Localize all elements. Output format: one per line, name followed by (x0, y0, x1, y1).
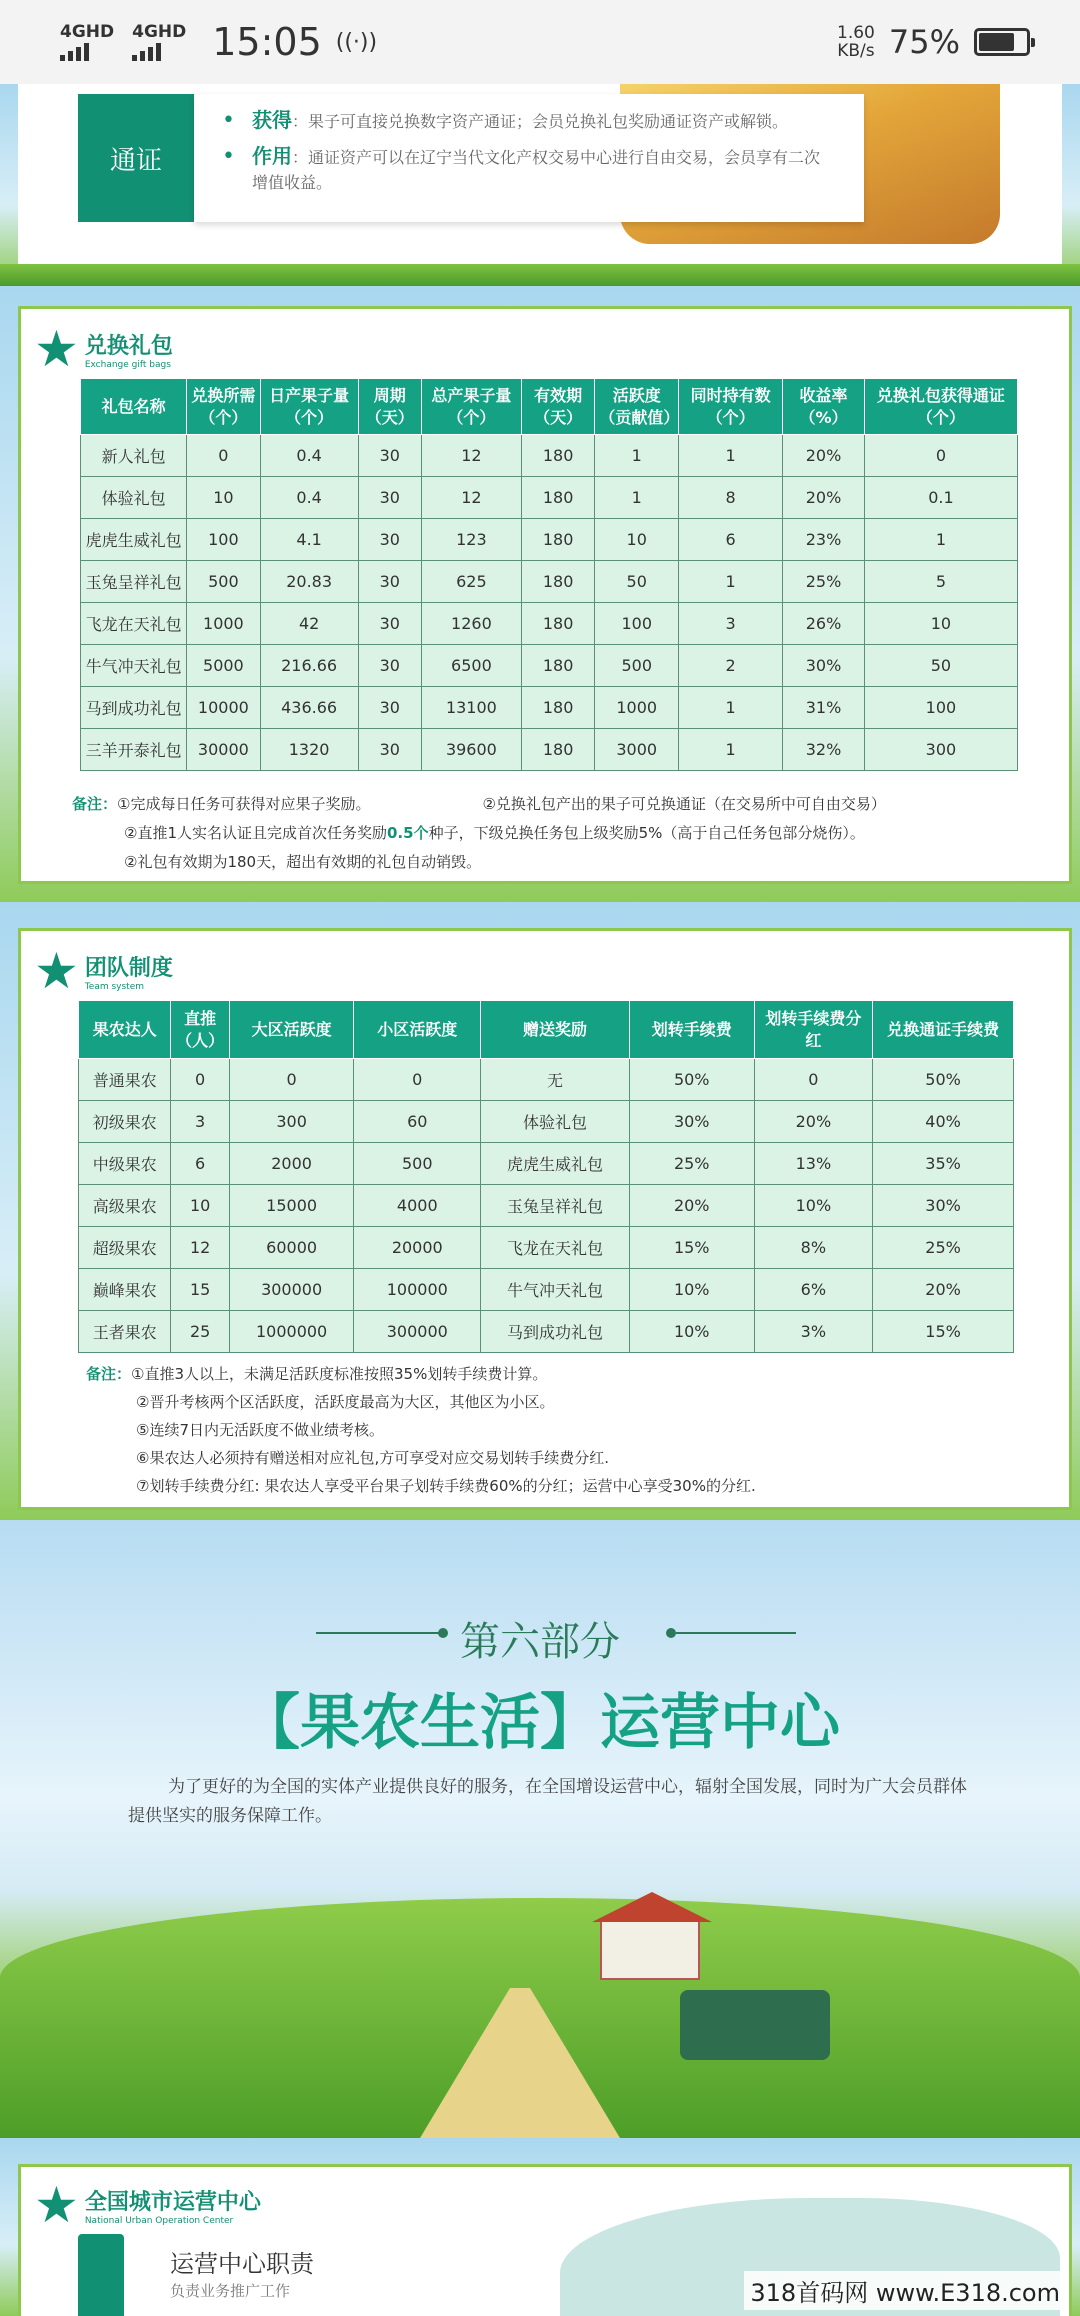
remark-text: ②兑换礼包产出的果子可兑换通证（在交易所中可自由交易） (482, 795, 886, 813)
table-row (79, 1311, 1014, 1353)
table-cell: 30% (873, 1185, 1014, 1227)
table-cell: 30 (358, 477, 421, 519)
table-cell: 中级果农 (79, 1143, 171, 1185)
column-header: 收益率（%） (783, 379, 865, 435)
table-cell: 500 (354, 1143, 481, 1185)
table-cell: 10 (187, 477, 260, 519)
table-row (81, 687, 1018, 729)
table-row (79, 1269, 1014, 1311)
table-cell: 王者果农 (79, 1311, 171, 1353)
battery-fill (979, 33, 1014, 51)
table-cell: 1 (679, 561, 783, 603)
table-cell: 10% (629, 1269, 754, 1311)
table-cell: 10% (754, 1185, 873, 1227)
gift-remarks (72, 790, 1052, 877)
table-cell: 飞龙在天礼包 (81, 603, 187, 645)
table-cell: 12 (421, 477, 521, 519)
table-row (79, 1227, 1014, 1269)
column-header: 兑换礼包获得通证（个） (864, 379, 1017, 435)
column-header: 赠送奖励 (481, 1001, 630, 1059)
remark-line-3: ②礼包有效期为180天，超出有效期的礼包自动销毁。 (124, 853, 482, 871)
table-cell: 30 (358, 645, 421, 687)
grass-strip (0, 264, 1080, 286)
table-cell: 25 (171, 1311, 229, 1353)
table-cell: 1 (864, 519, 1017, 561)
table-cell: 1 (595, 477, 679, 519)
table-cell: 180 (521, 729, 594, 771)
table-cell: 30 (358, 435, 421, 477)
table-cell: 10% (629, 1311, 754, 1353)
nfc-icon: ((·)) (335, 29, 378, 55)
table-cell: 0 (754, 1059, 873, 1101)
table-row (79, 1143, 1014, 1185)
column-header: 同时持有数（个） (679, 379, 783, 435)
remark-line-2 (72, 819, 1052, 848)
table-cell: 6% (754, 1269, 873, 1311)
table-cell: 42 (260, 603, 358, 645)
table-cell: 436.66 (260, 687, 358, 729)
remark-label: 备注： (86, 1365, 132, 1383)
table-cell: 0.1 (864, 477, 1017, 519)
table-cell: 马到成功礼包 (81, 687, 187, 729)
table-cell: 100 (864, 687, 1017, 729)
table-cell: 1000000 (229, 1311, 354, 1353)
table-cell: 牛气冲天礼包 (81, 645, 187, 687)
table-cell: 30 (358, 519, 421, 561)
table-cell: 31% (783, 687, 865, 729)
table-cell: 玉兔呈祥礼包 (81, 561, 187, 603)
slide-gift-packs (0, 286, 1080, 902)
table-cell: 3% (754, 1311, 873, 1353)
table-cell: 1 (679, 729, 783, 771)
network-type-1: 4GHD (60, 22, 115, 42)
table-cell: 50% (629, 1059, 754, 1101)
table-cell: 2000 (229, 1143, 354, 1185)
status-bar (0, 0, 1080, 84)
gift-table (80, 378, 1018, 771)
duty-marker (78, 2234, 124, 2316)
harvester-image (680, 1990, 830, 2060)
column-header: 周期（天） (358, 379, 421, 435)
section-subtitle: Exchange gift bags (84, 359, 171, 370)
remark-text: ②直推1人实名认证且完成首次任务奖励 (124, 824, 387, 842)
table-cell: 300 (229, 1101, 354, 1143)
signal-bars-icon (132, 41, 161, 61)
table-cell: 60 (354, 1101, 481, 1143)
table-cell: 无 (481, 1059, 630, 1101)
table-cell: 50 (864, 645, 1017, 687)
table-cell: 32% (783, 729, 865, 771)
table-cell: 3000 (595, 729, 679, 771)
table-cell: 3 (171, 1101, 229, 1143)
table-cell: 1260 (421, 603, 521, 645)
column-header: 礼包名称 (81, 379, 187, 435)
table-cell: 体验礼包 (81, 477, 187, 519)
team-section-header (34, 942, 173, 1000)
table-cell: 新人礼包 (81, 435, 187, 477)
table-cell: 8 (679, 477, 783, 519)
star-icon: ★ (34, 320, 79, 378)
token-badge: 通证 (78, 94, 194, 222)
column-header: 兑换通证手续费 (873, 1001, 1014, 1059)
battery-percent: 75% (888, 23, 960, 61)
table-cell: 300000 (354, 1311, 481, 1353)
table-cell: 25% (783, 561, 865, 603)
table-cell: 20000 (354, 1227, 481, 1269)
table-cell: 4000 (354, 1185, 481, 1227)
table-row (81, 729, 1018, 771)
table-cell: 30 (358, 561, 421, 603)
table-cell: 20% (754, 1101, 873, 1143)
signal-1 (60, 23, 114, 61)
table-cell: 12 (421, 435, 521, 477)
table-cell: 216.66 (260, 645, 358, 687)
table-cell: 高级果农 (79, 1185, 171, 1227)
column-header: 有效期（天） (521, 379, 594, 435)
part-paragraph: 为了更好的为全国的实体产业提供良好的服务，在全国增设运营中心，辐射全国发展，同时为广大会员群体提供坚实的服务保障工作。 (128, 1777, 967, 1826)
table-cell: 马到成功礼包 (481, 1311, 630, 1353)
column-header: 小区活跃度 (354, 1001, 481, 1059)
team-remarks (86, 1360, 1046, 1500)
remark-line-1 (72, 790, 1052, 819)
table-cell: 玉兔呈祥礼包 (481, 1185, 630, 1227)
battery-icon (974, 28, 1030, 56)
table-cell: 1000 (595, 687, 679, 729)
table-cell: 10 (864, 603, 1017, 645)
remark-line: ⑦划转手续费分红: 果农达人享受平台果子划转手续费60%的分红；运营中心享受30%的分红. (136, 1477, 756, 1495)
duty-subtext: 负责业务推广工作 (170, 2282, 291, 2300)
table-cell: 180 (521, 519, 594, 561)
remark-highlight: 0.5个 (387, 824, 429, 842)
table-cell: 15% (629, 1227, 754, 1269)
table-cell: 0 (171, 1059, 229, 1101)
table-cell: 180 (521, 645, 594, 687)
column-header: 总产果子量（个） (421, 379, 521, 435)
column-header: 果农达人 (79, 1001, 171, 1059)
remark-label: 备注： (72, 795, 118, 813)
table-cell: 1000 (187, 603, 260, 645)
table-row (79, 1101, 1014, 1143)
table-cell: 1 (595, 435, 679, 477)
table-cell: 初级果农 (79, 1101, 171, 1143)
remark-line (86, 1360, 1046, 1388)
table-cell: 15000 (229, 1185, 354, 1227)
section-subtitle: Team system (84, 981, 145, 992)
table-cell: 1 (679, 435, 783, 477)
table-cell: 30000 (187, 729, 260, 771)
table-cell: 虎虎生威礼包 (81, 519, 187, 561)
table-cell: 35% (873, 1143, 1014, 1185)
section-title: 兑换礼包 (84, 333, 173, 359)
table-row (79, 1059, 1014, 1101)
table-cell: 3 (679, 603, 783, 645)
table-cell: 0 (187, 435, 260, 477)
table-cell: 20% (873, 1269, 1014, 1311)
table-cell: 飞龙在天礼包 (481, 1227, 630, 1269)
table-cell: 300000 (229, 1269, 354, 1311)
note-text: ：果子可直接兑换数字资产通证；会员兑换礼包奖励通证资产或解锁。 (292, 112, 789, 131)
center-section-header (34, 2176, 261, 2234)
signal-2 (132, 23, 186, 61)
table-cell: 5 (864, 561, 1017, 603)
table-row (79, 1185, 1014, 1227)
team-table (78, 1000, 1014, 1353)
table-cell: 15% (873, 1311, 1014, 1353)
part-number: 第六部分 (460, 1619, 620, 1665)
table-cell: 超级果农 (79, 1227, 171, 1269)
slide-team-system (0, 902, 1080, 1520)
table-cell: 8% (754, 1227, 873, 1269)
table-cell: 1320 (260, 729, 358, 771)
duty-heading: 运营中心职责 (170, 2250, 314, 2278)
speed-unit: KB/s (837, 41, 875, 61)
table-cell: 0.4 (260, 477, 358, 519)
table-cell: 40% (873, 1101, 1014, 1143)
table-cell: 10 (595, 519, 679, 561)
table-row (81, 477, 1018, 519)
table-cell: 13% (754, 1143, 873, 1185)
star-icon: ★ (34, 942, 79, 1000)
table-cell: 6 (171, 1143, 229, 1185)
table-cell: 5000 (187, 645, 260, 687)
section-title: 团队制度 (84, 955, 173, 981)
table-cell: 50 (595, 561, 679, 603)
table-cell: 4.1 (260, 519, 358, 561)
table-cell: 10 (171, 1185, 229, 1227)
column-header: 划转手续费分红 (754, 1001, 873, 1059)
note-label: 获得 (252, 108, 292, 132)
table-cell: 123 (421, 519, 521, 561)
table-cell: 60000 (229, 1227, 354, 1269)
star-icon: ★ (34, 2176, 79, 2234)
table-row (81, 435, 1018, 477)
table-cell: 30% (629, 1101, 754, 1143)
section-subtitle: National Urban Operation Center (84, 2215, 234, 2226)
table-cell: 0 (229, 1059, 354, 1101)
table-cell: 6 (679, 519, 783, 561)
table-cell: 20% (629, 1185, 754, 1227)
table-cell: 100 (595, 603, 679, 645)
column-header: 大区活跃度 (229, 1001, 354, 1059)
table-cell: 100000 (354, 1269, 481, 1311)
remark-text: ①完成每日任务可获得对应果子奖励。 (117, 795, 371, 813)
slide-token (0, 84, 1080, 286)
table-cell: 2 (679, 645, 783, 687)
column-header: 兑换所需（个） (187, 379, 260, 435)
column-header: 划转手续费 (629, 1001, 754, 1059)
table-header-row (81, 379, 1018, 435)
remark-line: ⑥果农达人必须持有赠送相对应礼包,方可享受对应交易划转手续费分红. (136, 1449, 609, 1467)
table-cell: 180 (521, 561, 594, 603)
farmhouse-image (600, 1920, 700, 1980)
network-type-2: 4GHD (132, 22, 187, 42)
note-label: 作用 (252, 144, 292, 168)
table-cell: 巅峰果农 (79, 1269, 171, 1311)
table-cell: 20% (783, 435, 865, 477)
slide-part-six (0, 1520, 1080, 2138)
column-header: 活跃度（贡献值） (595, 379, 679, 435)
note-obtain (222, 108, 834, 134)
table-cell: 0 (354, 1059, 481, 1101)
table-cell: 180 (521, 435, 594, 477)
table-cell: 20% (783, 477, 865, 519)
table-cell: 普通果农 (79, 1059, 171, 1101)
table-cell: 625 (421, 561, 521, 603)
table-cell: 20.83 (260, 561, 358, 603)
table-cell: 13100 (421, 687, 521, 729)
table-cell: 0 (864, 435, 1017, 477)
column-header: 日产果子量（个） (260, 379, 358, 435)
table-cell: 180 (521, 687, 594, 729)
clock: 15:05 (212, 20, 322, 64)
table-cell: 500 (595, 645, 679, 687)
table-cell: 500 (187, 561, 260, 603)
table-cell: 26% (783, 603, 865, 645)
table-cell: 1 (679, 687, 783, 729)
remark-text: ①直推3人以上，未满足活跃度标准按照35%划转手续费计算。 (131, 1365, 548, 1383)
table-cell: 39600 (421, 729, 521, 771)
table-cell: 12 (171, 1227, 229, 1269)
table-cell: 15 (171, 1269, 229, 1311)
watermark: 318首码网 www.E318.com (744, 2271, 1066, 2310)
table-header-row (79, 1001, 1014, 1059)
table-cell: 50% (873, 1059, 1014, 1101)
remark-line: ②晋升考核两个区活跃度，活跃度最高为大区，其他区为小区。 (136, 1393, 555, 1411)
table-cell: 虎虎生威礼包 (481, 1143, 630, 1185)
table-cell: 三羊开泰礼包 (81, 729, 187, 771)
remark-line: ⑤连续7日内无活跃度不做业绩考核。 (136, 1421, 384, 1439)
table-cell: 体验礼包 (481, 1101, 630, 1143)
table-cell: 6500 (421, 645, 521, 687)
table-cell: 25% (629, 1143, 754, 1185)
table-row (81, 603, 1018, 645)
note-usage (222, 144, 834, 195)
column-header: 直推（人） (171, 1001, 229, 1059)
remark-text: 种子，下级兑换任务包上级奖励5%（高于自己任务包部分烧伤）。 (428, 824, 865, 842)
table-cell: 180 (521, 603, 594, 645)
part-title: 【果农生活】运营中心 (240, 1688, 840, 1758)
table-cell: 30 (358, 603, 421, 645)
note-text: ：通证资产可以在辽宁当代文化产权交易中心进行自由交易，会员享有二次增值收益。 (252, 148, 821, 192)
token-notes (194, 94, 864, 222)
table-cell: 300 (864, 729, 1017, 771)
gift-section-header (34, 320, 173, 378)
table-row (81, 519, 1018, 561)
table-cell: 23% (783, 519, 865, 561)
table-cell: 25% (873, 1227, 1014, 1269)
table-cell: 牛气冲天礼包 (481, 1269, 630, 1311)
network-speed (837, 24, 875, 60)
table-row (81, 645, 1018, 687)
table-cell: 30% (783, 645, 865, 687)
signal-bars-icon (60, 41, 89, 61)
table-cell: 30 (358, 729, 421, 771)
speed-value: 1.60 (837, 23, 875, 43)
table-cell: 30 (358, 687, 421, 729)
section-title: 全国城市运营中心 (84, 2189, 261, 2215)
table-row (81, 561, 1018, 603)
table-cell: 0.4 (260, 435, 358, 477)
table-cell: 100 (187, 519, 260, 561)
table-cell: 10000 (187, 687, 260, 729)
table-cell: 180 (521, 477, 594, 519)
